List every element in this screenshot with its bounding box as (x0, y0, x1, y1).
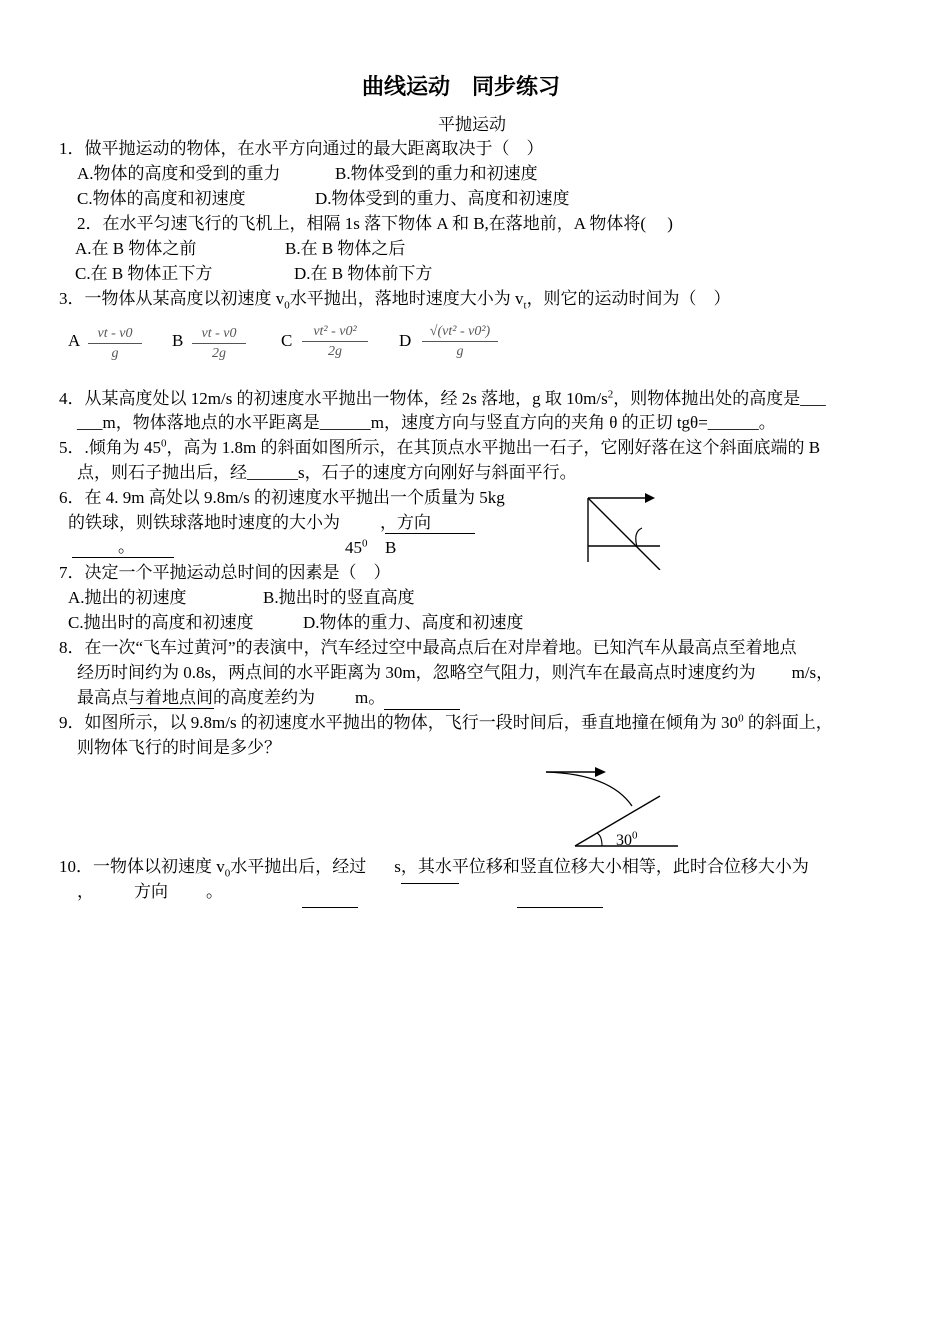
q9-line2: 则物体飞行的时间是多少？ (77, 738, 281, 757)
q8-line2: 经历时间约为 0.8s，两点间的水平距离为 30m，忽略空气阻力，则汽车在最高点时速度约为 m/s， (77, 663, 834, 682)
q9-angle-label: $30^0$ (616, 829, 638, 849)
q9-line1: 9．如图所示，以 9.8m/s 的初速度水平抛出的物体，飞行一段时间后，垂直地撞在倾角为 $30^0$ 的斜面上， (59, 712, 833, 732)
q4-line1: 4．从某高度处以 12m/s 的初速度水平抛出一物体，经 2s 落地，g 取 $10m/s^2$，则物体抛出处的高度是___ (59, 388, 826, 408)
q1-stem: 1．做平抛运动的物体，在水平方向通过的最大距离取决于（ ） (59, 139, 544, 158)
q6-line3-end: 。 (118, 537, 135, 556)
q8-line3: 最高点与着地点间的高度差约为 m。 (77, 688, 386, 707)
q2-option-c: C.在 B 物体正下方 (75, 264, 213, 283)
q1-option-a: A.物体的高度和受到的重力 (77, 164, 281, 183)
q3-stem: 3．一物体从某高度以初速度 $v_0$水平抛出，落地时速度大小为 $v_t$，则它的运动时间为（ ） (59, 289, 731, 312)
q10-displacement-blank (302, 907, 358, 908)
q6-point-b-label: B (385, 538, 397, 557)
q5-line1: 5．.倾角为 $45^0$，高为 1.8m 的斜面如图所示，在其顶点水平抛出一石子，它刚好落在这个斜面底端的 B (59, 437, 821, 457)
incline-30-diagram (540, 762, 680, 852)
q3-label-b: B (172, 331, 184, 350)
incline-45-diagram (585, 490, 665, 570)
page-subtitle: 平抛运动 (438, 115, 506, 134)
page-title: 曲线运动 同步练习 (362, 75, 561, 100)
q6-line2: 的铁球，则铁球落地时速度的大小为 ，方向 (68, 513, 431, 532)
q4-line2: ___m，物体落地点的水平距离是______m，速度方向与竖直方向的夹角 θ 的正切 tgθ=______。 (77, 413, 776, 432)
q2-option-d: D.在 B 物体前下方 (294, 264, 433, 283)
q1-option-c: C.物体的高度和初速度 (77, 189, 246, 208)
q7-stem: 7．决定一个平抛运动总时间的因素是（ ） (59, 563, 391, 582)
q8-speed-blank (384, 709, 460, 710)
q10-line2: ， 方向 。 (77, 882, 223, 901)
q10-direction-blank (517, 907, 603, 908)
q3-label-a: A (68, 331, 81, 350)
q1-option-b: B.物体受到的重力和初速度 (335, 164, 538, 183)
q10-line1: 10．一物体以初速度 $v_0$水平抛出后，经过 s，其水平位移和竖直位移大小相等，此时合位移大小为 (59, 857, 809, 880)
q7-option-a: A.抛出的初速度 (68, 588, 187, 607)
q3-label-c: C (281, 331, 293, 350)
q6-direction-blank (72, 557, 174, 558)
q3-formula-a: $\frac{vt - v0}{g}$ (88, 325, 142, 364)
q5-line2: 点，则石子抛出后，经______s，石子的速度方向刚好与斜面平行。 (77, 463, 577, 482)
q7-option-c: C.抛出时的高度和初速度 (68, 613, 254, 632)
q3-formula-c: $\frac{\text{vt² - v0²}}{2g}$ (302, 323, 368, 362)
q1-option-d: D.物体受到的重力、高度和初速度 (315, 189, 570, 208)
q2-stem: 2．在水平匀速飞行的飞机上，相隔 1s 落下物体 A 和 B,在落地前，A 物体将( ) (77, 214, 673, 233)
q8-line1: 8．在一次“飞车过黄河”的表演中，汽车经过空中最高点后在对岸着地。已知汽车从最高点至着地点 (59, 638, 797, 657)
q10-time-blank (401, 883, 459, 884)
q3-formula-d: $\frac{\text{√(vt² - v0²)}}{g}$ (422, 323, 498, 362)
q6-speed-blank (385, 533, 475, 534)
q3-label-d: D (399, 331, 412, 350)
q6-line1: 6．在 4. 9m 高处以 9.8m/s 的初速度水平抛出一个质量为 5kg (59, 488, 505, 507)
q2-option-a: A.在 B 物体之前 (75, 239, 197, 258)
q2-option-b: B.在 B 物体之后 (285, 239, 406, 258)
q8-height-blank (130, 708, 214, 709)
q3-formula-b: $\frac{vt - v0}{2g}$ (192, 325, 246, 364)
q7-option-b: B.抛出时的竖直高度 (263, 588, 415, 607)
q6-angle-label: $45^0$ (345, 537, 368, 557)
q7-option-d: D.物体的重力、高度和初速度 (303, 613, 524, 632)
